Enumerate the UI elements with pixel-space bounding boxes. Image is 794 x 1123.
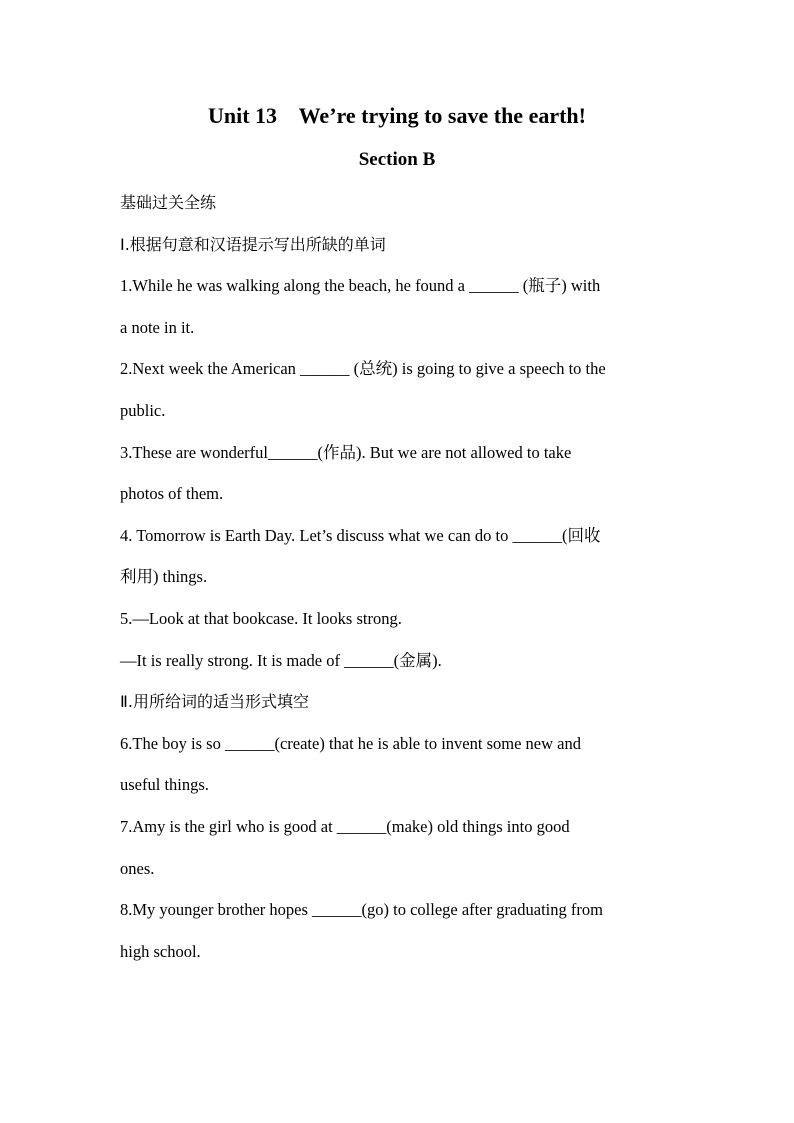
question-2-line-1: 2.Next week the American ______ (总统) is going to give a speech to the	[120, 359, 606, 379]
worksheet-content	[120, 182, 680, 972]
question-3-line-2: photos of them.	[120, 484, 224, 504]
page-title: Unit 13 We’re trying to save the earth!	[207, 103, 586, 128]
question-3-line-1: 3.These are wonderful______(作品). But we are not allowed to take	[120, 442, 572, 462]
section-subtitle: Section B	[358, 149, 436, 170]
question-4-line-1: 4. Tomorrow is Earth Day. Let’s discuss what we can do to ______(回收	[120, 525, 601, 545]
question-7-line-2: ones.	[120, 858, 155, 878]
question-6-line-2: useful things.	[120, 775, 209, 795]
section-2-heading: Ⅱ.用所给词的适当形式填空	[120, 692, 309, 712]
section-1-heading: Ⅰ.根据句意和汉语提示写出所缺的单词	[120, 234, 386, 254]
question-1-line-1: 1.While he was walking along the beach, he found a ______ (瓶子) with	[120, 276, 601, 296]
question-8-line-2: high school.	[120, 941, 201, 961]
question-2-line-2: public.	[120, 400, 166, 420]
question-1-line-2: a note in it.	[120, 317, 195, 337]
question-7-line-1: 7.Amy is the girl who is good at ______(make) old things into good	[120, 816, 570, 836]
question-6-line-1: 6.The boy is so ______(create) that he is able to invent some new and	[120, 733, 581, 753]
question-4-line-2: 利用) things.	[120, 567, 208, 587]
question-8-line-1: 8.My younger brother hopes ______(go) to college after graduating from	[120, 900, 603, 920]
question-5-line-2: —It is really strong. It is made of ______(金属).	[120, 650, 442, 670]
exercise-category: 基础过关全练	[120, 193, 217, 212]
question-5-line-1: 5.—Look at that bookcase. It looks strong.	[120, 608, 402, 628]
